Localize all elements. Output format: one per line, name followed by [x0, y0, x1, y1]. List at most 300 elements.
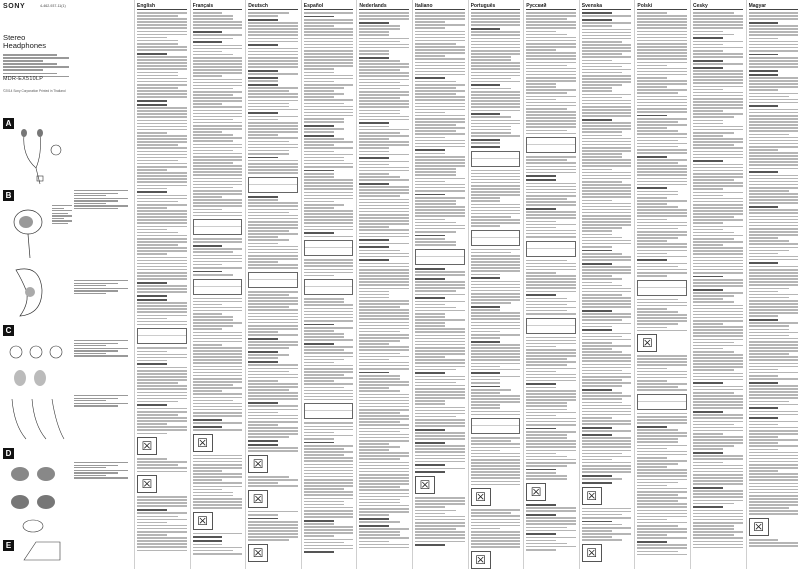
text-line: [471, 350, 521, 352]
text-line: [137, 90, 187, 92]
text-line: [749, 455, 799, 457]
text-line: ☒: [471, 551, 491, 569]
text-line: [359, 82, 400, 84]
text-line: [359, 477, 409, 479]
text-line: [359, 164, 389, 166]
text-line: [193, 489, 223, 491]
text-line: [415, 112, 445, 114]
text-line: [137, 550, 187, 552]
text-line: [248, 405, 298, 407]
text-line: [359, 337, 409, 339]
text-line: [693, 222, 723, 224]
text-line: [415, 413, 465, 415]
text-line: [749, 329, 790, 331]
text-line: [415, 65, 465, 67]
text-line: [526, 18, 567, 20]
text-line: [193, 34, 243, 36]
text-line: [137, 288, 187, 290]
text-line: [749, 121, 799, 123]
text-line: [304, 41, 354, 43]
text-line: [137, 379, 187, 381]
text-line: [248, 518, 278, 520]
cord-adjuster-figure: [6, 395, 68, 443]
text-line: [193, 319, 234, 321]
text-line: [248, 84, 278, 86]
text-line: [471, 528, 501, 530]
text-line: [415, 372, 445, 374]
text-line: [693, 411, 723, 413]
text-line: [304, 532, 354, 534]
text-line: [248, 524, 298, 526]
text-line: [637, 522, 687, 524]
text-line: [526, 291, 576, 293]
text-line: [193, 325, 234, 327]
text-line: [693, 216, 734, 218]
text-line: [637, 374, 687, 376]
text-line: [248, 485, 298, 487]
text-line: [248, 144, 298, 146]
text-line: [693, 537, 743, 539]
text-line: [637, 83, 687, 85]
text-line: [193, 205, 243, 207]
text-line: [359, 534, 400, 536]
text-line: [304, 371, 354, 373]
text-line: [304, 377, 354, 379]
text-line: [193, 464, 243, 466]
text-line: [304, 216, 354, 218]
text-line: [415, 58, 465, 60]
text-line: [526, 304, 567, 306]
text-line: [637, 554, 687, 556]
text-line: [415, 376, 465, 378]
text-line: [137, 351, 167, 353]
text-line: [471, 210, 521, 212]
text-line: [304, 262, 354, 264]
earphone-overview-figure: [6, 128, 70, 186]
text-line: [193, 66, 243, 68]
text-line: [248, 374, 298, 376]
text-line: [637, 137, 687, 139]
text-line: [471, 56, 512, 58]
text-line: [582, 527, 632, 529]
text-line: [193, 165, 243, 167]
text-line: [248, 230, 289, 232]
text-line: [637, 149, 687, 151]
text-line: [471, 34, 521, 36]
text-line: [582, 382, 632, 384]
text-line: [526, 55, 576, 57]
text-line: [359, 440, 409, 442]
text-line: [471, 81, 521, 83]
text-line: [637, 27, 687, 29]
text-line: [304, 513, 354, 515]
callout-labels: [74, 395, 128, 408]
text-line: [693, 401, 743, 403]
text-line: [248, 255, 298, 257]
text-line: [471, 337, 501, 339]
text-line: [693, 314, 743, 316]
text-line: [193, 79, 243, 81]
text-line: [637, 355, 687, 357]
text-line: [359, 312, 409, 314]
text-line: [749, 231, 799, 233]
text-line: [526, 192, 576, 194]
text-line: [471, 315, 521, 317]
text-line: [137, 315, 187, 317]
text-line: [304, 488, 345, 490]
text-line: [637, 371, 687, 373]
text-line: [582, 533, 632, 535]
text-line: [304, 59, 354, 61]
text-line: [193, 12, 223, 14]
text-line: [415, 503, 465, 505]
text-line: [359, 300, 409, 302]
text-line: [637, 108, 687, 110]
text-line: [582, 224, 632, 226]
text-line: [359, 297, 389, 299]
text-line: [359, 400, 409, 402]
text-line: [193, 507, 243, 509]
text-line: [526, 169, 576, 171]
text-line: [359, 359, 389, 361]
text-line: [193, 486, 243, 488]
text-line: [304, 44, 354, 46]
text-line: [248, 398, 298, 400]
text-line: [359, 343, 389, 345]
text-line: [471, 191, 521, 193]
text-line: [137, 12, 187, 14]
text-line: [137, 40, 178, 42]
text-line: [359, 151, 389, 153]
text-line: [582, 342, 612, 344]
text-line: [359, 34, 389, 36]
text-line: [637, 92, 678, 94]
text-line: [637, 40, 687, 42]
text-line: [471, 386, 501, 388]
text-line: [693, 79, 743, 81]
text-line: [693, 448, 723, 450]
body-text: [749, 12, 799, 547]
text-line: [526, 24, 576, 26]
text-line: [415, 27, 445, 29]
text-line: [526, 456, 567, 458]
text-line: [471, 525, 521, 527]
text-line: [359, 53, 389, 55]
text-line: [304, 429, 354, 431]
text-line: [471, 44, 521, 46]
text-line: [471, 225, 501, 227]
text-line: [248, 328, 298, 330]
text-line: [304, 154, 354, 156]
text-line: [137, 263, 187, 265]
text-line: [637, 115, 667, 117]
text-line: [749, 74, 779, 76]
text-line: [637, 551, 678, 553]
text-line: [693, 417, 743, 419]
text-line: [637, 275, 667, 277]
text-line: [582, 373, 632, 375]
text-line: [137, 49, 187, 51]
text-line: [415, 458, 465, 460]
text-line: [637, 24, 687, 26]
text-line: [137, 141, 187, 143]
text-line: [193, 353, 243, 355]
language-column-title: Magyar: [749, 3, 799, 10]
text-line: [526, 195, 576, 197]
text-line: [137, 464, 178, 466]
text-line: [526, 208, 556, 210]
text-line: [693, 260, 743, 262]
text-line: [304, 343, 334, 345]
text-line: [304, 393, 354, 395]
language-column: [690, 0, 746, 569]
text-line: [749, 366, 799, 368]
text-line: [248, 447, 298, 449]
text-line: [248, 209, 298, 211]
text-line: [693, 15, 743, 17]
text-line: [693, 213, 743, 215]
text-line: [248, 252, 298, 254]
text-line: [471, 468, 521, 470]
text-line: [304, 176, 334, 178]
text-line: [248, 297, 298, 299]
text-line: [471, 182, 521, 184]
text-line: [248, 166, 298, 168]
text-line: [749, 96, 790, 98]
text-line: [248, 476, 289, 478]
text-line: [193, 267, 243, 269]
text-line: [137, 347, 187, 349]
text-line: [248, 354, 289, 356]
text-line: [359, 272, 409, 274]
text-line: [693, 323, 723, 325]
text-line: [471, 65, 521, 67]
text-line: [304, 438, 334, 440]
text-line: [471, 207, 521, 209]
text-line: [582, 112, 632, 114]
text-line: [193, 72, 243, 74]
text-line: [693, 167, 743, 169]
text-line: [415, 68, 465, 70]
text-line: [137, 68, 187, 70]
text-line: [637, 503, 687, 505]
text-line: [359, 72, 409, 74]
text-line: [415, 281, 465, 283]
text-line: [248, 521, 298, 523]
text-line: [637, 105, 687, 107]
text-line: [637, 488, 687, 490]
text-line: [359, 199, 409, 201]
text-line: [749, 243, 799, 245]
text-line: [248, 19, 278, 21]
text-line: [415, 310, 465, 312]
text-line: [749, 492, 799, 494]
text-line: [637, 519, 667, 521]
text-line: [637, 377, 687, 379]
text-line: [359, 79, 409, 81]
text-line: [526, 390, 576, 392]
text-line: [359, 60, 400, 62]
text-line: [749, 234, 799, 236]
text-line: [471, 277, 501, 279]
text-line: [193, 338, 243, 340]
text-line: [359, 15, 409, 17]
text-line: [359, 126, 389, 128]
text-line: [304, 118, 345, 120]
text-line: [304, 259, 354, 261]
text-line: [359, 161, 409, 163]
text-line: [248, 482, 278, 484]
text-line: [471, 53, 521, 55]
text-line: [137, 404, 167, 406]
text-line: [193, 403, 243, 405]
text-line: [637, 18, 687, 20]
text-line: [415, 87, 456, 89]
text-line: [471, 47, 521, 49]
text-line: [693, 279, 743, 281]
text-line: [471, 213, 521, 215]
text-line: [359, 322, 409, 324]
text-line: [471, 537, 521, 539]
text-line: [193, 178, 243, 180]
text-line: [526, 52, 576, 54]
text-line: [526, 102, 576, 104]
text-line: [637, 494, 678, 496]
text-line: [137, 15, 178, 17]
text-line: [582, 278, 623, 280]
text-line: [526, 393, 576, 395]
text-line: [248, 533, 298, 535]
text-line: [749, 341, 799, 343]
text-line: [693, 363, 743, 365]
text-line: [193, 409, 243, 411]
text-line: [749, 498, 799, 500]
text-line: [637, 71, 687, 73]
text-line: [637, 12, 667, 14]
text-line: [359, 173, 389, 175]
text-line: [137, 522, 167, 524]
text-line: [749, 510, 799, 512]
text-line: [693, 113, 743, 115]
text-line: [248, 479, 298, 481]
text-line: [471, 59, 512, 61]
text-line: [248, 440, 278, 442]
text-line: [693, 462, 723, 464]
text-line: [637, 451, 687, 453]
language-column: [746, 0, 802, 569]
text-line: [526, 211, 576, 213]
text-line: [471, 139, 501, 141]
text-line: [749, 458, 799, 460]
text-line: [415, 500, 465, 502]
text-line: [193, 384, 234, 386]
text-line: [137, 411, 187, 413]
text-line: [637, 299, 678, 301]
text-line: [471, 411, 521, 413]
text-line: [526, 281, 576, 283]
text-line: [693, 110, 723, 112]
text-line: [137, 370, 187, 372]
text-line: [248, 421, 298, 423]
text-line: [471, 15, 521, 17]
text-line: [693, 298, 723, 300]
text-line: [526, 387, 556, 389]
text-line: [526, 175, 556, 177]
text-line: [304, 138, 345, 140]
text-line: [693, 98, 743, 100]
text-line: [637, 181, 687, 183]
text-line: [304, 383, 354, 385]
text-line: [749, 467, 799, 469]
text-line: [248, 341, 298, 343]
text-line: [693, 373, 743, 375]
text-line: [693, 192, 743, 194]
model-number: MDR-EX510LP: [3, 76, 44, 82]
text-line: [693, 104, 743, 106]
text-line: [193, 212, 243, 214]
text-line: [637, 547, 687, 549]
text-line: [248, 199, 278, 201]
text-line: [693, 151, 743, 153]
text-line: [137, 282, 167, 284]
text-line: [304, 548, 354, 550]
text-line: [749, 155, 799, 157]
text-line: [693, 170, 743, 172]
text-line: [137, 467, 187, 469]
text-line: [582, 259, 632, 261]
text-line: [137, 505, 187, 507]
text-line: [582, 376, 632, 378]
text-line: [359, 508, 409, 510]
text-line: [693, 522, 743, 524]
text-line: [137, 260, 187, 262]
text-line: [637, 162, 678, 164]
text-line: [471, 264, 521, 266]
text-line: [193, 369, 243, 371]
text-line: [359, 91, 409, 93]
text-line: [359, 22, 389, 24]
language-column-title: English: [137, 3, 187, 10]
text-line: [526, 65, 567, 67]
text-line: [526, 415, 556, 417]
text-line: [359, 239, 389, 241]
text-line: [693, 266, 743, 268]
text-line: [415, 127, 465, 129]
text-line: [193, 264, 223, 266]
text-line: [248, 361, 278, 363]
text-line: [415, 212, 465, 214]
text-line: [304, 317, 354, 319]
column-divider: [245, 0, 246, 569]
text-line: [471, 194, 521, 196]
text-line: [415, 140, 465, 142]
text-line: [526, 478, 567, 480]
text-line: [471, 120, 521, 122]
text-line: [693, 292, 743, 294]
text-line: [248, 380, 278, 382]
text-line: [248, 112, 278, 114]
text-line: [304, 526, 354, 528]
text-line: [415, 541, 465, 543]
text-line: [248, 527, 298, 529]
text-line: [693, 235, 743, 237]
text-line: [637, 305, 687, 307]
text-line: [415, 403, 445, 405]
text-line: [248, 106, 289, 108]
text-line: [193, 362, 243, 364]
text-line: [304, 362, 334, 364]
text-line: [471, 103, 521, 105]
